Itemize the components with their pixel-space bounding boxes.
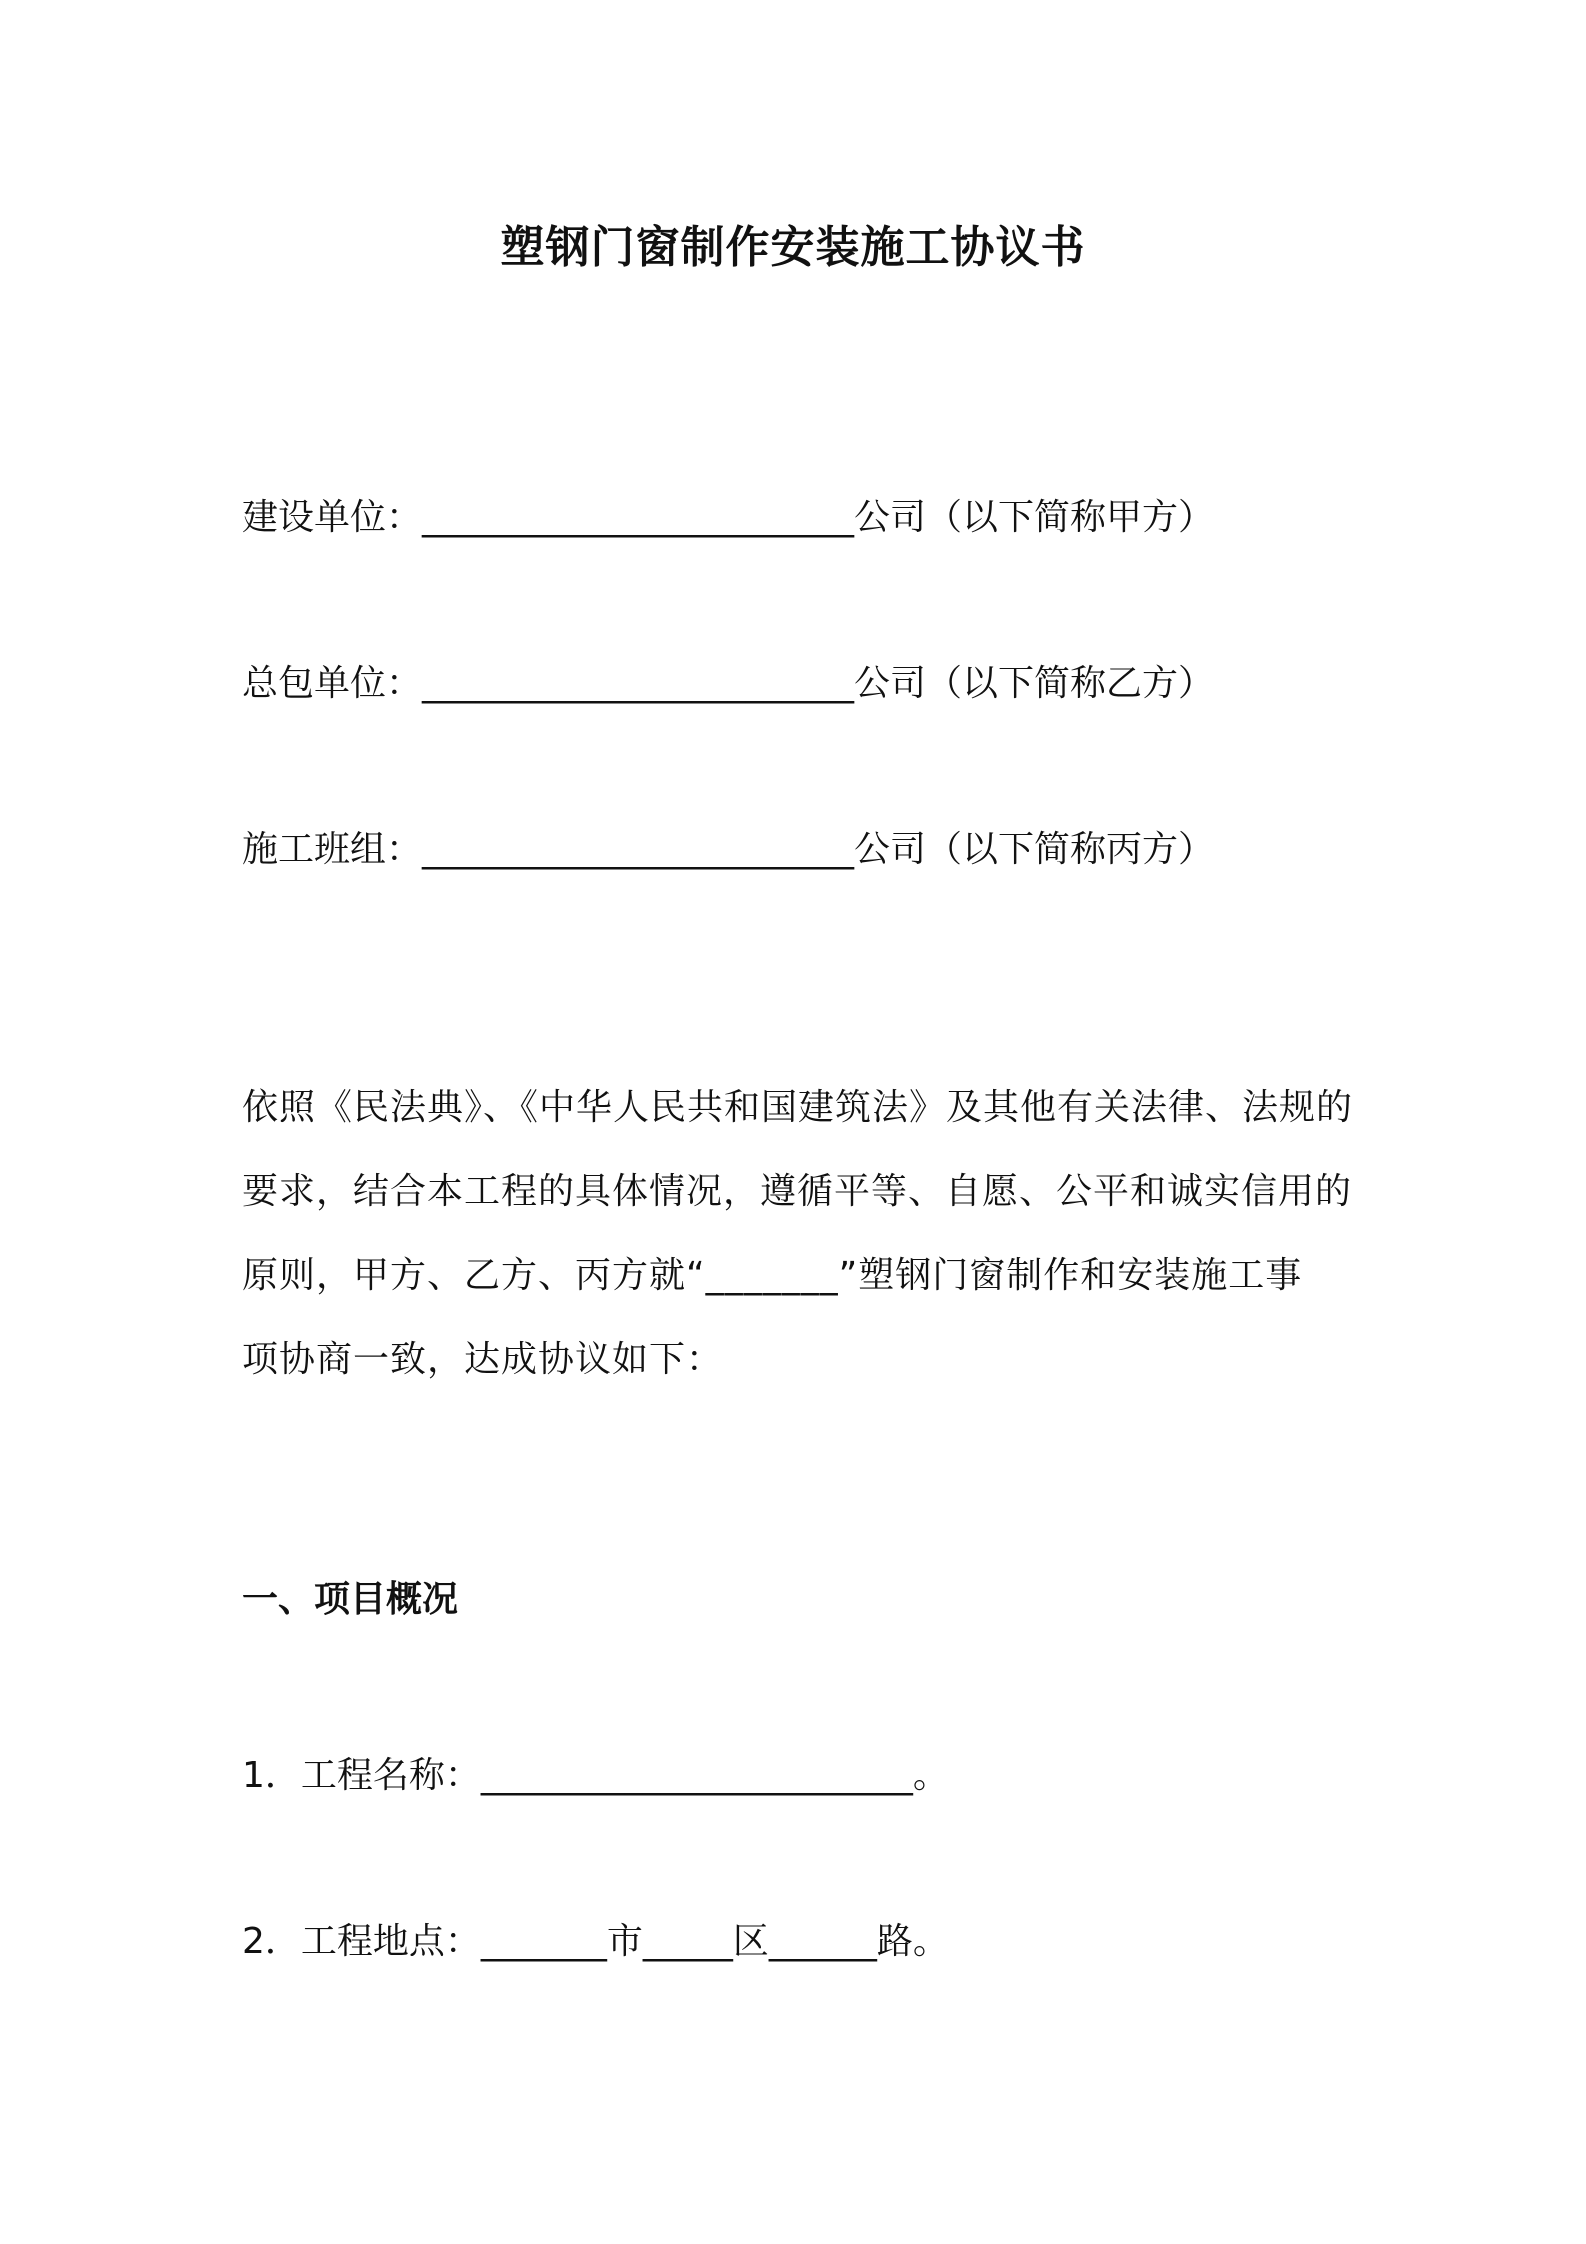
document-title: 塑钢门窗制作安装施工协议书 [500,222,1086,273]
party-b-line: 总包单位：________________________公司（以下简称乙方） [242,663,1215,704]
project-name-line: 1．工程名称：________________________。 [242,1755,949,1796]
preamble-line: 依照《民法典》、《中华人民共和国建筑法》及其他有关法律、法规的 [242,1087,1354,1128]
party-c-line: 施工班组：________________________公司（以下简称丙方） [242,829,1215,870]
preamble-line: 项协商一致，达成协议如下： [242,1339,724,1380]
project-location-line: 2．工程地点：_______市_____区______路。 [242,1921,949,1962]
preamble-line: 要求，结合本工程的具体情况，遵循平等、自愿、公平和诚实信用的 [242,1171,1353,1212]
preamble-line: 原则，甲方、乙方、丙方就“_______”塑钢门窗制作和安装施工事 [242,1255,1303,1296]
preamble-paragraph [242,1066,1352,1402]
section-heading: 一、项目概况 [242,1579,459,1620]
party-a-line: 建设单位：________________________公司（以下简称甲方） [242,497,1215,538]
